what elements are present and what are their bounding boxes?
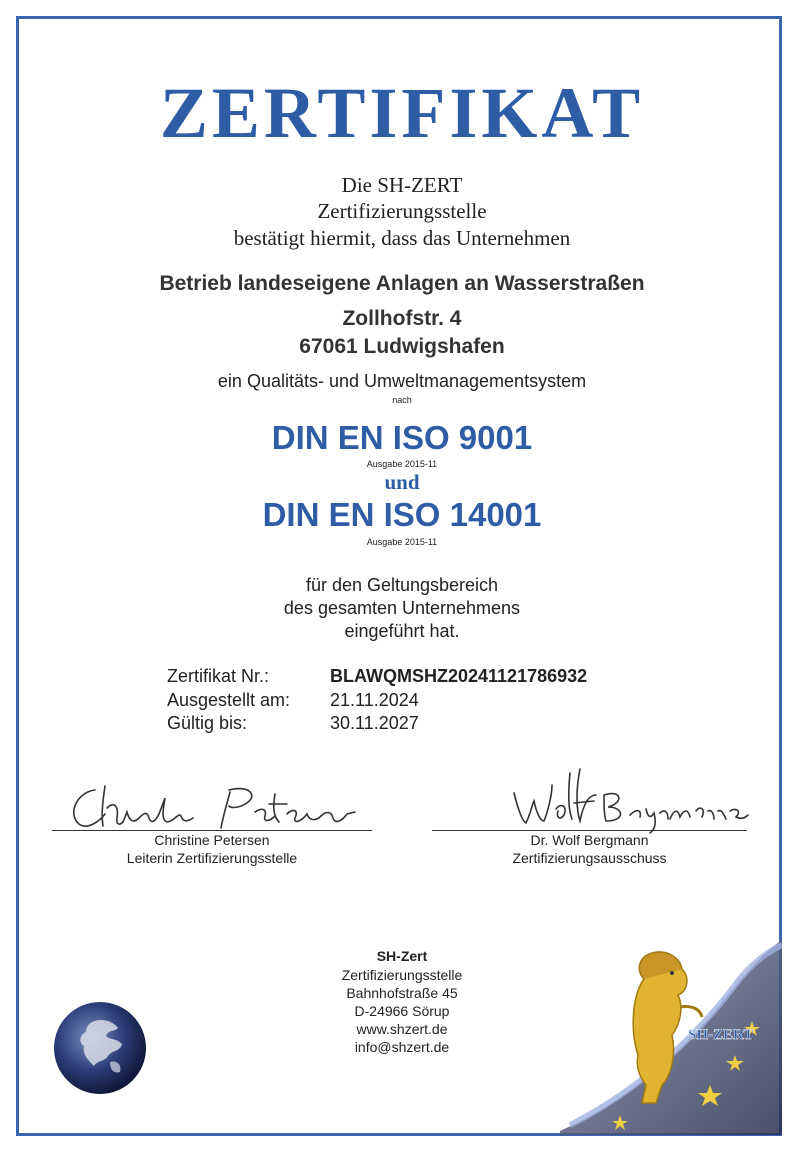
standard-iso-14001: DIN EN ISO 14001 xyxy=(262,496,542,533)
lion-logo-icon xyxy=(560,935,782,1135)
scope-line-2: des gesamten Unternehmens xyxy=(283,598,521,618)
footer-website: www.shzert.de xyxy=(356,1021,448,1037)
footer-line-3: D-24966 Sörup xyxy=(354,1003,450,1019)
globe-icon xyxy=(52,1000,148,1096)
scope-line-3: eingeführt hat. xyxy=(344,621,460,641)
scope-line-1: für den Geltungsbereich xyxy=(305,575,499,595)
logo-text: SH-ZERT xyxy=(688,1027,754,1043)
issued-value: 21.11.2024 xyxy=(330,690,419,710)
standard-iso-9001-edition: Ausgabe 2015-11 xyxy=(366,459,438,469)
signature-line-left xyxy=(52,830,372,831)
cert-number-label: Zertifikat Nr.: xyxy=(167,666,270,686)
footer-email: info@shzert.de xyxy=(354,1039,450,1055)
footer-line-1: Zertifizierungsstelle xyxy=(341,967,463,983)
signature-right-icon xyxy=(500,765,750,835)
standard-iso-14001-edition: Ausgabe 2015-11 xyxy=(366,537,438,547)
company-street: Zollhofstr. 4 xyxy=(342,307,462,330)
footer-org: SH-Zert xyxy=(376,948,428,964)
footer-line-2: Bahnhofstraße 45 xyxy=(346,985,458,1001)
company-name: Betrieb landeseigene Anlagen an Wasserstraßen xyxy=(159,272,645,295)
system-text: ein Qualitäts- und Umweltmanagementsystem xyxy=(217,371,587,391)
issued-label: Ausgestellt am: xyxy=(167,690,291,710)
nach-text: nach xyxy=(392,395,412,405)
company-city: 67061 Ludwigshafen xyxy=(299,335,505,358)
und-text: und xyxy=(384,470,420,494)
signature-left-icon xyxy=(55,778,365,834)
signer-left-name: Christine Petersen xyxy=(154,832,270,848)
intro-line-3: bestätigt hiermit, dass das Unternehmen xyxy=(233,226,571,250)
signer-right-role: Zertifizierungsausschuss xyxy=(512,850,667,866)
valid-value: 30.11.2027 xyxy=(330,713,419,733)
intro-line-1: Die SH-ZERT xyxy=(341,173,463,197)
signer-left-role: Leiterin Zertifizierungsstelle xyxy=(126,850,298,866)
intro-line-2: Zertifizierungsstelle xyxy=(317,199,487,223)
valid-label: Gültig bis: xyxy=(167,713,248,733)
signature-line-right xyxy=(432,830,747,831)
standard-iso-9001: DIN EN ISO 9001 xyxy=(271,419,533,456)
certificate-title: ZERTIFIKAT xyxy=(159,73,645,153)
cert-number-value: BLAWQMSHZ20241121786932 xyxy=(330,666,588,686)
signer-right-name: Dr. Wolf Bergmann xyxy=(530,832,649,848)
